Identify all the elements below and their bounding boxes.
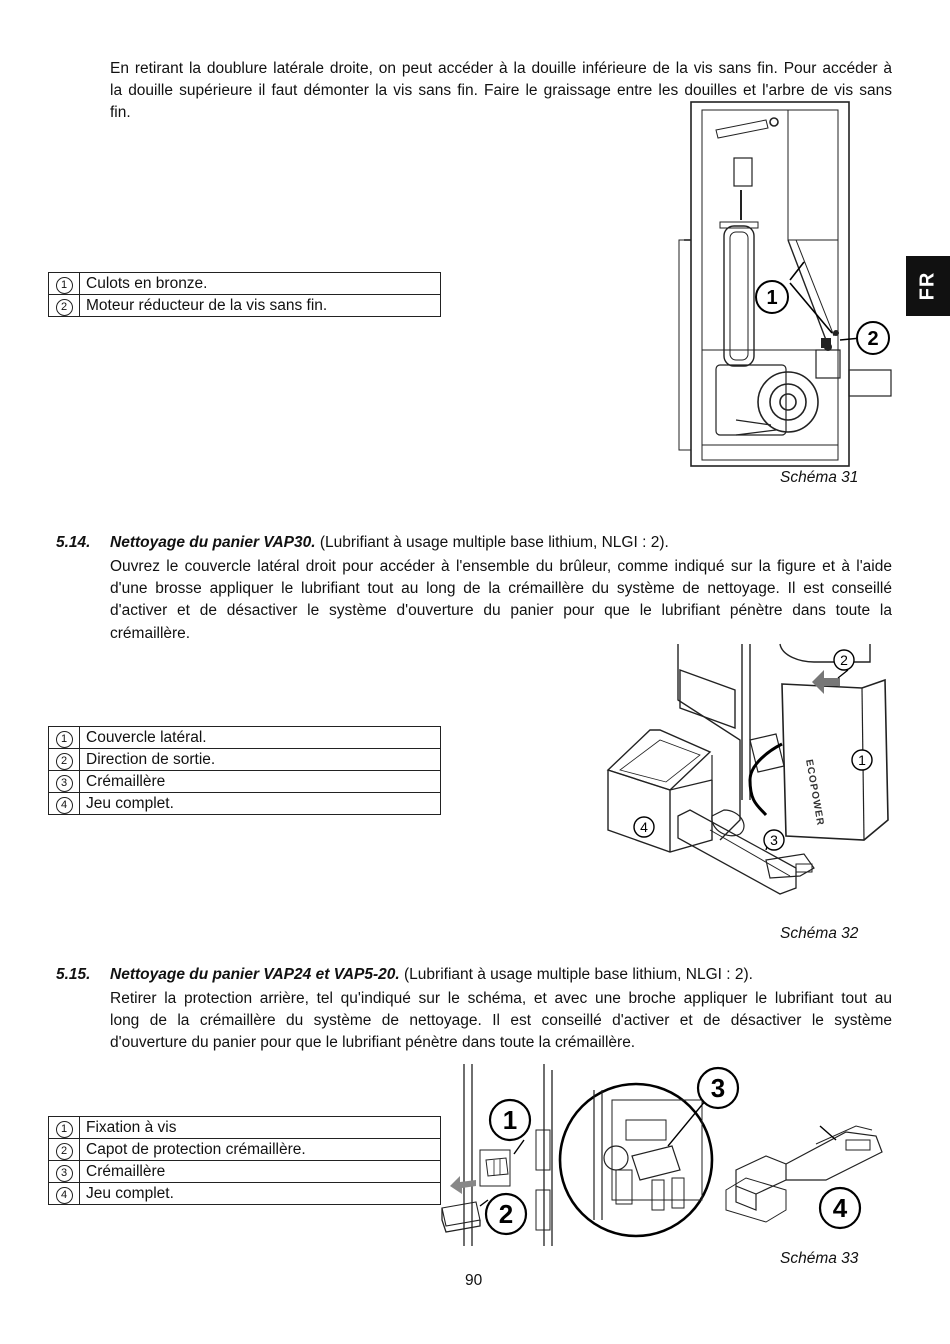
section-5-14-note: (Lubrifiant à usage multiple base lithium, NLGI : 2).	[315, 534, 669, 551]
section-5-15-number: 5.15.	[56, 966, 91, 983]
page-number: 90	[465, 1272, 483, 1289]
legend-label: Jeu complet.	[80, 1183, 441, 1205]
figure-32-caption: Schéma 32	[780, 925, 859, 942]
figure-33-rear-protection	[436, 1060, 896, 1250]
section-5-14-line-4: crémaillère.	[110, 624, 191, 642]
section-5-15-line-2: long de la crémaillère du système de nettoyage. Il est conseillé d'activer et de désactiver le système	[110, 1012, 892, 1030]
legend-row	[49, 295, 441, 317]
section-5-15-heading	[110, 966, 753, 984]
figure-33-callout-3: 3	[710, 1073, 726, 1103]
legend-label: Capot de protection crémaillère.	[80, 1139, 441, 1161]
figure-32-brand-label: ECOPOWER	[803, 758, 826, 827]
section-5-14-line-3: d'activer et de désactiver le système d'ouverture du panier pour que le lubrifiant pénètre dans toute la	[110, 602, 892, 620]
legend-row	[49, 1117, 441, 1139]
legend-row	[49, 273, 441, 295]
legend-table-31	[48, 272, 441, 317]
legend-number: 1	[56, 277, 73, 294]
legend-label: Couvercle latéral.	[80, 727, 441, 749]
figure-32-callout-3: 3	[770, 832, 778, 848]
legend-number: 3	[56, 1165, 73, 1182]
section-5-14-title: Nettoyage du panier VAP30.	[110, 534, 316, 551]
figure-33-callout-1: 1	[502, 1105, 518, 1135]
figure-31-boiler-cutaway	[676, 100, 896, 472]
legend-number: 2	[56, 1143, 73, 1160]
intro-line-1: En retirant la doublure latérale droite, on peut accéder à la douille inférieure de la vis sans fin. Pour accéder à	[110, 60, 892, 77]
intro-line-3: fin.	[110, 104, 131, 122]
legend-number: 1	[56, 1121, 73, 1138]
legend-number: 2	[56, 299, 73, 316]
section-5-15-paragraph	[110, 988, 892, 1055]
language-tab-label: FR	[916, 271, 939, 301]
legend-row	[49, 793, 441, 815]
legend-row	[49, 1183, 441, 1205]
legend-number: 3	[56, 775, 73, 792]
legend-label: Crémaillère	[80, 1161, 441, 1183]
figure-31-callout-2: 2	[867, 328, 879, 350]
legend-number: 2	[56, 753, 73, 770]
legend-label: Direction de sortie.	[80, 749, 441, 771]
legend-number: 1	[56, 731, 73, 748]
figure-33-callout-4: 4	[832, 1193, 848, 1223]
section-5-14-number: 5.14.	[56, 534, 91, 551]
legend-label: Crémaillère	[80, 771, 441, 793]
figure-32-callout-2: 2	[840, 652, 848, 668]
section-5-14-heading	[110, 534, 669, 552]
section-5-14-line-1: Ouvrez le couvercle latéral droit pour accéder à l'ensemble du brûleur, comme indiqué sur la figure et à l'aide	[110, 558, 892, 575]
figure-31-callout-1: 1	[766, 287, 778, 309]
intro-line-2: la douille supérieure il faut démonter la vis sans fin. Faire le graissage entre les douilles et l'arbre de vis sans	[110, 82, 892, 100]
figure-31-caption: Schéma 31	[780, 469, 859, 486]
section-5-15-line-3: d'ouverture du panier pour que le lubrifiant pénètre dans toute la crémaillère.	[110, 1034, 636, 1052]
section-5-15-title: Nettoyage du panier VAP24 et VAP5-20.	[110, 966, 400, 983]
legend-row	[49, 749, 441, 771]
figure-32-callout-4: 4	[640, 819, 648, 835]
language-tab	[906, 256, 950, 316]
legend-table-32	[48, 726, 441, 815]
legend-label: Jeu complet.	[80, 793, 441, 815]
legend-row	[49, 1161, 441, 1183]
figure-33-callout-2: 2	[498, 1199, 514, 1229]
section-5-14-line-2: d'une brosse appliquer le lubrifiant tout au long de la crémaillère du système de nettoyage. Il est conseillé	[110, 580, 892, 598]
figure-32-burner-basket	[600, 640, 896, 922]
section-5-15-note: (Lubrifiant à usage multiple base lithium, NLGI : 2).	[399, 966, 753, 983]
section-5-14-paragraph	[110, 556, 892, 645]
legend-row	[49, 771, 441, 793]
legend-row	[49, 727, 441, 749]
figure-32-callout-1: 1	[858, 752, 866, 768]
legend-number: 4	[56, 797, 73, 814]
legend-row	[49, 1139, 441, 1161]
section-5-15-line-1: Retirer la protection arrière, tel qu'indiqué sur le schéma, et avec une broche appliquer le lubrifiant tout au	[110, 990, 892, 1007]
figure-33-caption: Schéma 33	[780, 1250, 859, 1267]
legend-number: 4	[56, 1187, 73, 1204]
legend-table-33	[48, 1116, 441, 1205]
legend-label: Culots en bronze.	[80, 273, 441, 295]
legend-label: Fixation à vis	[80, 1117, 441, 1139]
legend-label: Moteur réducteur de la vis sans fin.	[80, 295, 441, 317]
